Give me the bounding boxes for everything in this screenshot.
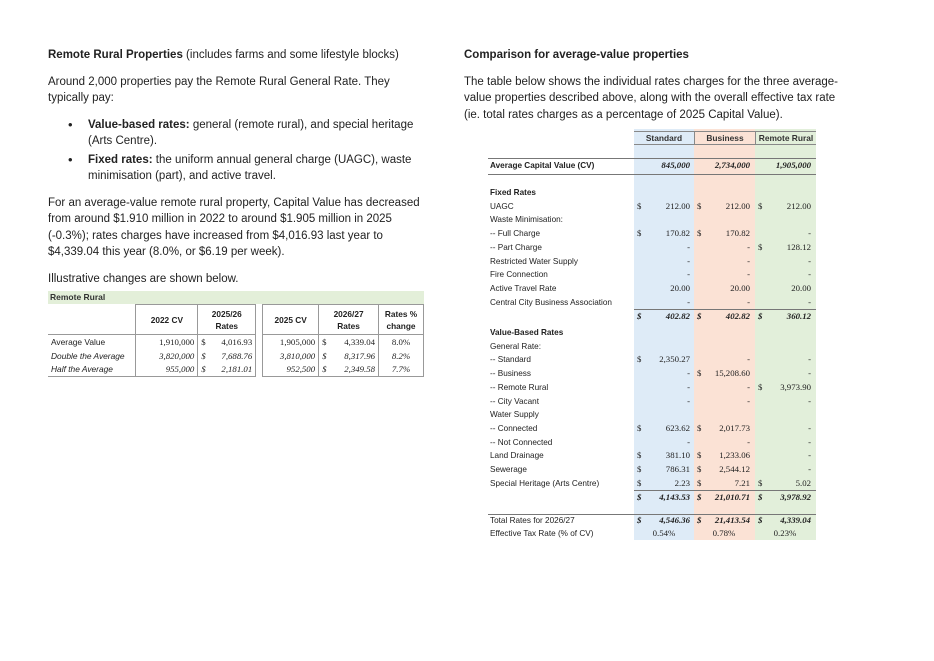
cell xyxy=(634,491,694,505)
cell xyxy=(755,367,815,381)
right-column xyxy=(464,47,844,123)
table-row xyxy=(488,353,816,367)
table-row xyxy=(488,463,816,477)
cell xyxy=(634,227,694,241)
cell xyxy=(694,514,754,528)
cell: 955,000 xyxy=(136,363,198,377)
table-row xyxy=(48,335,424,349)
cell: $ xyxy=(319,349,331,363)
cell-value: 1,233.06 xyxy=(719,450,750,461)
cell: $ xyxy=(198,349,210,363)
cell-value: - xyxy=(808,255,811,266)
cell xyxy=(755,241,815,255)
currency-symbol: $ xyxy=(758,515,763,525)
cell xyxy=(634,200,694,214)
table-row xyxy=(48,363,424,377)
cell-value: - xyxy=(687,241,690,252)
cell: 7,688.76 xyxy=(210,349,256,363)
currency-symbol: $ xyxy=(758,492,763,503)
table-row xyxy=(488,395,816,409)
table-row xyxy=(488,186,816,200)
cell xyxy=(755,282,815,296)
cell-value: 3,973.90 xyxy=(780,381,811,392)
table-title: Remote Rural xyxy=(48,291,424,304)
cell-value: 170.82 xyxy=(665,228,690,239)
cell-value: - xyxy=(747,395,750,406)
cell xyxy=(694,268,754,282)
cell xyxy=(694,491,754,505)
currency-symbol: $ xyxy=(697,228,702,239)
cell xyxy=(755,200,815,214)
table-row xyxy=(488,213,816,227)
cell: 1,910,000 xyxy=(136,335,198,349)
currency-symbol: $ xyxy=(637,515,642,525)
currency-symbol: $ xyxy=(637,477,642,488)
currency-symbol: $ xyxy=(697,368,702,379)
cell xyxy=(755,310,815,324)
cell xyxy=(694,436,754,450)
cell-value: 0.23% xyxy=(773,528,797,538)
cell-value: - xyxy=(687,255,690,266)
table-row xyxy=(488,422,816,436)
cell-value: - xyxy=(747,269,750,280)
table-row xyxy=(488,200,816,214)
cell-value: 20.00 xyxy=(670,282,690,293)
cell-value: 20.00 xyxy=(730,282,750,293)
currency-symbol: $ xyxy=(697,464,702,474)
comparison-heading: Comparison for average-value properties xyxy=(464,49,689,61)
currency-symbol: $ xyxy=(637,200,642,211)
cell-value: - xyxy=(747,436,750,447)
row-label: Fixed Rates xyxy=(490,188,536,197)
table-row xyxy=(488,491,816,505)
cell xyxy=(634,367,694,381)
cell-value: 7.21 xyxy=(734,477,750,488)
cell: $ xyxy=(319,335,331,349)
cell-value: - xyxy=(808,422,811,433)
cell xyxy=(755,353,815,367)
cell xyxy=(755,268,815,282)
currency-symbol: $ xyxy=(637,311,642,322)
table-row xyxy=(488,282,816,296)
header-rates2526: 2025/26 Rates xyxy=(198,305,256,335)
currency-symbol: $ xyxy=(697,200,702,211)
cell xyxy=(755,436,815,450)
row-label: -- Remote Rural xyxy=(490,382,549,392)
cell-value: 4,339.04 xyxy=(780,515,811,525)
table-row xyxy=(488,255,816,269)
divider xyxy=(488,174,816,175)
cell xyxy=(694,395,754,409)
row-label: General Rate: xyxy=(490,341,541,351)
cell-value: - xyxy=(687,368,690,379)
currency-symbol: $ xyxy=(637,450,642,461)
table-row xyxy=(48,349,424,363)
cell-value: - xyxy=(808,368,811,379)
cell-value: 2,544.12 xyxy=(719,464,750,474)
cell: 2,349.58 xyxy=(331,363,379,377)
table-row xyxy=(488,477,816,491)
row-label: -- City Vacant xyxy=(490,396,539,406)
table-row xyxy=(488,449,816,463)
currency-symbol: $ xyxy=(758,200,763,211)
cell: 2,181.01 xyxy=(210,363,256,377)
cell xyxy=(755,381,815,395)
cell: 7.7% xyxy=(379,363,424,377)
row-label: Restricted Water Supply xyxy=(490,256,578,266)
cell xyxy=(755,514,815,528)
cell xyxy=(755,255,815,269)
cell-value: 381.10 xyxy=(665,450,690,461)
cell-value: 786.31 xyxy=(665,464,690,474)
cell xyxy=(755,296,815,310)
cell xyxy=(634,527,694,541)
cell xyxy=(634,514,694,528)
cell xyxy=(694,296,754,310)
list-item xyxy=(68,117,428,150)
table-row xyxy=(488,241,816,255)
cell xyxy=(634,395,694,409)
currency-symbol: $ xyxy=(758,381,763,392)
header-business: Business xyxy=(694,132,755,144)
header-rates2627: 2026/27 Rates xyxy=(319,305,379,335)
cell-value: 2,350.27 xyxy=(659,354,690,365)
row-label: Special Heritage (Arts Centre) xyxy=(490,478,600,488)
cell xyxy=(694,422,754,436)
cell-value: - xyxy=(747,241,750,252)
table-row xyxy=(488,310,816,324)
header-change: Rates % change xyxy=(379,305,424,335)
table-row xyxy=(488,408,816,422)
heading-bold: Remote Rural Properties xyxy=(48,49,183,61)
cell-value: 170.82 xyxy=(725,228,750,239)
currency-symbol: $ xyxy=(637,228,642,239)
row-label: Central City Business Association xyxy=(490,297,612,307)
cell xyxy=(694,381,754,395)
cell xyxy=(694,367,754,381)
bullet-bold: Fixed rates: xyxy=(88,153,153,166)
cell-value: 2,017.73 xyxy=(719,422,750,433)
cell-value: 20.00 xyxy=(791,282,811,293)
list-item xyxy=(68,152,428,185)
row-label: Water Supply xyxy=(490,410,539,420)
bullet-text: the uniform annual general charge (UAGC), waste minimisation (part), and active travel. xyxy=(88,153,412,182)
currency-symbol: $ xyxy=(758,311,763,322)
currency-symbol: $ xyxy=(637,422,642,433)
cell xyxy=(634,255,694,269)
table-row xyxy=(488,227,816,241)
cell-value: - xyxy=(808,354,811,365)
cell-value: - xyxy=(808,228,811,239)
cell-value: 212.00 xyxy=(665,200,690,211)
cell-value: 402.82 xyxy=(725,311,750,322)
cell-value: - xyxy=(747,381,750,392)
row-label: Fire Connection xyxy=(490,270,548,280)
cell xyxy=(634,463,694,477)
cell xyxy=(634,449,694,463)
cell-value: - xyxy=(747,296,750,307)
cell xyxy=(634,241,694,255)
cell-value: 3,978.92 xyxy=(780,492,811,503)
currency-symbol: $ xyxy=(697,422,702,433)
cell-value: - xyxy=(808,450,811,461)
row-label: Active Travel Rate xyxy=(490,283,557,293)
cell-value: 1,905,000 xyxy=(775,160,811,170)
row-label: Effective Tax Rate (% of CV) xyxy=(490,529,594,538)
cell: 3,820,000 xyxy=(136,349,198,363)
cell-value: - xyxy=(808,464,811,474)
cell xyxy=(755,477,815,491)
intro-paragraph: Around 2,000 properties pay the Remote Rural General Rate. They typically pay: xyxy=(48,75,390,104)
cell xyxy=(755,527,815,541)
cell xyxy=(634,159,694,173)
illustrative-note: Illustrative changes are shown below. xyxy=(48,272,239,285)
cell xyxy=(634,268,694,282)
cell xyxy=(694,527,754,541)
currency-symbol: $ xyxy=(697,450,702,461)
cell xyxy=(634,282,694,296)
row-label: Total Rates for 2026/27 xyxy=(490,516,575,525)
bullet-text: general (remote rural), and special heritage (Arts Centre). xyxy=(88,118,414,147)
left-column xyxy=(48,47,428,297)
row-label: -- Standard xyxy=(490,355,531,365)
cell-value: - xyxy=(687,436,690,447)
row-label: Half the Average xyxy=(48,363,136,377)
cell-value: - xyxy=(747,255,750,266)
remote-rural-table xyxy=(48,291,424,375)
currency-symbol: $ xyxy=(758,477,763,488)
cell xyxy=(755,159,815,173)
cell-value: 845,000 xyxy=(661,160,690,170)
table-row xyxy=(488,367,816,381)
cell-value: 2.23 xyxy=(674,477,690,488)
cell: $ xyxy=(198,363,210,377)
cell-value: - xyxy=(747,354,750,365)
table-row xyxy=(488,527,816,541)
currency-symbol: $ xyxy=(697,515,702,525)
row-label: Sewerage xyxy=(490,465,527,474)
cell xyxy=(755,395,815,409)
cell-value: 21,413.54 xyxy=(714,515,750,525)
comparison-paragraph: The table below shows the individual rates charges for the three average-value properties described above, along with the overall effective tax rate (ie. total rates charges as a percentage of 2025 Capital Value). xyxy=(464,75,838,121)
header-remote-rural: Remote Rural xyxy=(755,132,816,144)
cell-value: - xyxy=(687,296,690,307)
cell xyxy=(694,241,754,255)
cell xyxy=(694,255,754,269)
cell xyxy=(694,200,754,214)
cell xyxy=(694,353,754,367)
cell xyxy=(755,422,815,436)
rate-types-list xyxy=(68,117,428,185)
cell-value: - xyxy=(687,269,690,280)
row-label: Double the Average xyxy=(51,350,125,361)
cell-value: 21,010.71 xyxy=(714,492,750,503)
cell xyxy=(694,477,754,491)
cell-value: - xyxy=(687,395,690,406)
cell xyxy=(755,491,815,505)
currency-symbol: $ xyxy=(758,241,763,252)
average-value-paragraph: For an average-value remote rural property, Capital Value has decreased from around $1.910 million in 2022 to around $1.905 million in 2025 (-0.3%); rates charges have increased from $4,016.93 last year to $4,339.04 this year (8.0%, or $6.19 per week). xyxy=(48,196,420,258)
row-label: -- Business xyxy=(490,369,531,379)
table-row xyxy=(488,159,816,173)
table-row xyxy=(488,296,816,310)
cell-value: - xyxy=(808,436,811,447)
cell-value: 360.12 xyxy=(786,311,811,322)
header-standard: Standard xyxy=(645,133,683,143)
table-row xyxy=(488,326,816,340)
row-label: UAGC xyxy=(490,201,514,211)
currency-symbol: $ xyxy=(697,492,702,503)
cell xyxy=(755,449,815,463)
cell xyxy=(755,463,815,477)
bullet-bold: Value-based rates: xyxy=(88,118,190,131)
cell-value: - xyxy=(808,269,811,280)
currency-symbol: $ xyxy=(697,477,702,488)
cell-value: 212.00 xyxy=(786,200,811,211)
cell-value: 212.00 xyxy=(725,200,750,211)
cell-value: - xyxy=(687,381,690,392)
cell: $ xyxy=(319,363,331,377)
cell xyxy=(634,422,694,436)
cell xyxy=(694,159,754,173)
table-row xyxy=(488,340,816,354)
row-label: Land Drainage xyxy=(490,451,544,461)
cell-value: 15,208.60 xyxy=(714,368,750,379)
cell: 8.0% xyxy=(379,335,424,349)
cell: 8,317.96 xyxy=(331,349,379,363)
cell xyxy=(634,436,694,450)
heading-rest: (includes farms and some lifestyle blocks) xyxy=(182,49,399,61)
cell xyxy=(694,282,754,296)
cell xyxy=(694,310,754,324)
cell: 4,339.04 xyxy=(331,335,379,349)
currency-symbol: $ xyxy=(637,354,642,365)
cell-value: 2,734,000 xyxy=(714,160,750,170)
row-label: -- Not Connected xyxy=(490,437,553,447)
cell xyxy=(634,353,694,367)
cell-value: 0.78% xyxy=(712,528,736,538)
header-cv2022: 2022 CV xyxy=(136,305,198,335)
cell: 4,016.93 xyxy=(210,335,256,349)
cell xyxy=(755,227,815,241)
row-label: -- Full Charge xyxy=(490,229,541,239)
cell xyxy=(634,296,694,310)
cell-value: - xyxy=(808,296,811,307)
table-row xyxy=(488,436,816,450)
row-label: Average Value xyxy=(48,335,136,349)
cell-value: 128.12 xyxy=(786,241,811,252)
cell: 8.2% xyxy=(379,349,424,363)
currency-symbol: $ xyxy=(637,464,642,474)
cell-value: 4,546.36 xyxy=(659,515,690,525)
cell: 1,905,000 xyxy=(263,335,319,349)
row-label: -- Part Charge xyxy=(490,242,542,252)
cell: 3,810,000 xyxy=(263,349,319,363)
cell xyxy=(694,449,754,463)
row-label: Value-Based Rates xyxy=(490,328,564,337)
cell-value: 623.62 xyxy=(665,422,690,433)
currency-symbol: $ xyxy=(637,492,642,503)
comparison-table xyxy=(488,129,816,540)
cell xyxy=(634,381,694,395)
cell: 952,500 xyxy=(263,363,319,377)
cell-value: 4,143.53 xyxy=(659,492,690,503)
cell xyxy=(694,227,754,241)
row-label: Waste Minimisation: xyxy=(490,215,563,225)
cell-value: - xyxy=(808,395,811,406)
cell xyxy=(634,310,694,324)
cell-value: 5.02 xyxy=(795,477,811,488)
remote-rural-heading xyxy=(48,47,428,64)
table-row xyxy=(488,514,816,528)
header-cv2025: 2025 CV xyxy=(263,305,319,335)
row-label: -- Connected xyxy=(490,423,538,433)
cell xyxy=(634,477,694,491)
cell xyxy=(694,463,754,477)
cell: $ xyxy=(198,335,210,349)
currency-symbol: $ xyxy=(697,311,702,322)
row-label: Average Capital Value (CV) xyxy=(490,161,595,170)
cell-value: 0.54% xyxy=(652,528,676,538)
column-header-row xyxy=(634,131,816,145)
table-row xyxy=(488,268,816,282)
cell-value: 402.82 xyxy=(665,311,690,322)
table-row xyxy=(488,381,816,395)
